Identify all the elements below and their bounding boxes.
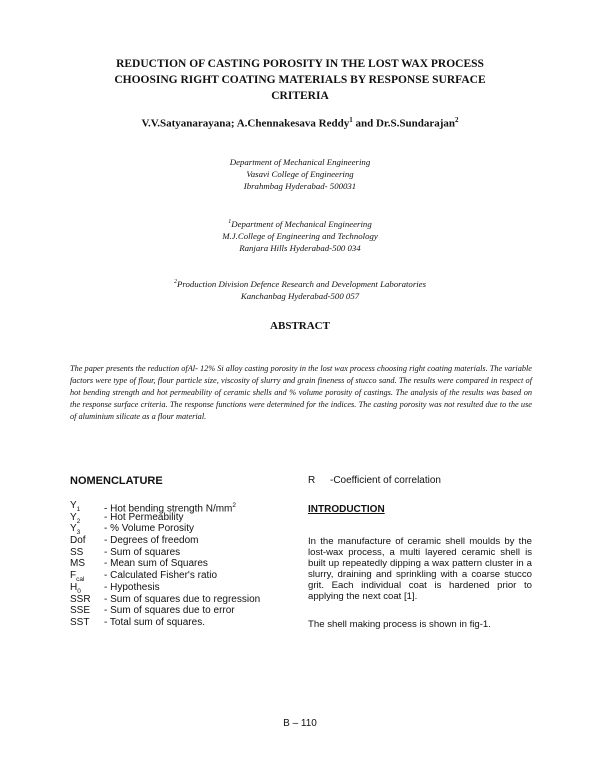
introduction-paragraph-2: The shell making process is shown in fig-1. [308, 619, 491, 630]
nomenclature-symbol: MS [70, 558, 85, 570]
abstract-body: The paper presents the reduction ofAl- 12% Si alloy casting porosity in the lost wax process choosing right coating materials. The variable factors were type of flour, flour particle size, viscosity of slurry and grain fineness of stucco sand. The results were compared in respect of hot bending strength and hot permeability of ceramic shells and % volume porosity of castings. The analysis of the results was based on the response surface criteria. The response functions were determined for the indices. The casting porosity was not resulted due to the use of aluminium silicate as a flour material. [70, 364, 532, 421]
nomenclature-definition: - Sum of squares due to regression [104, 593, 261, 605]
introduction-paragraph-1: In the manufacture of ceramic shell moulds by the lost-wax process, a multi layered ceramic shell is built up repeatedly dipping a wax pattern cluster in a slurry, draining and sprinkling with a coarse stucco grit. Each individual coat is hardened prior to applying the next coat [1]. [308, 536, 532, 602]
affiliation-marker: 1 [228, 219, 232, 225]
affiliation-line: Kanchanbag Hyderabad-500 057 [240, 290, 360, 301]
author-1-affil-marker: 1 [349, 116, 353, 124]
nomenclature-definition: - Hypothesis [104, 581, 160, 593]
title-line-3: CRITERIA [271, 90, 329, 102]
nomenclature-symbol: $F_{cal}$ [70, 570, 85, 584]
author-1: V.V.Satyanarayana; A.Chennakesava Reddy [141, 117, 350, 130]
nomenclature-symbol: R [308, 475, 316, 486]
affiliation-line: Department of Mechanical Engineering [229, 157, 371, 167]
title-line-1: REDUCTION OF CASTING POROSITY IN THE LOST WAX PROCESS [116, 58, 484, 70]
affiliation-line: Production Division Defence Research and Development Laboratories [176, 278, 427, 289]
affiliation-line: Department of Mechanical Engineering [231, 218, 372, 229]
nomenclature-symbol: SSR [70, 593, 91, 605]
nomenclature-symbol: $Y_2$ [70, 511, 81, 525]
nomenclature-definition: - Total sum of squares. [104, 616, 205, 628]
affiliation-line: Ibrahmbag Hyderabad- 500031 [243, 181, 357, 191]
paper-title [60, 56, 540, 104]
affiliation-line: Vasavi College of Engineering [246, 169, 354, 179]
introduction-heading: INTRODUCTION [308, 504, 385, 515]
nomenclature-symbol: SSE [70, 605, 91, 617]
nomenclature-definition: - Degrees of freedom [104, 535, 199, 547]
nomenclature-symbol: SS [70, 546, 84, 558]
affiliation-line: M.J.College of Engineering and Technology [222, 230, 378, 241]
nomenclature-definition: - Mean sum of Squares [104, 558, 208, 570]
affiliation-2 [100, 276, 500, 302]
nomenclature-heading: NOMENCLATURE [70, 475, 163, 487]
title-line-2: CHOOSING RIGHT COATING MATERIALS BY RESPONSE SURFACE [114, 74, 486, 86]
author-2: and Dr.S.Sundarajan [352, 117, 456, 130]
affiliation-0 [100, 156, 500, 192]
nomenclature-symbol: $H_0$ [70, 581, 81, 595]
nomenclature-definition: - Sum of squares due to error [104, 605, 235, 617]
nomenclature-symbol: Dof [70, 535, 86, 547]
nomenclature-definition: - Hot Permeability [104, 511, 184, 523]
nomenclature-definition: - % Volume Porosity [104, 523, 195, 535]
nomenclature-definition: -Coefficient of correlation [330, 475, 441, 486]
page-number: B – 110 [283, 718, 317, 729]
abstract-heading: ABSTRACT [270, 320, 330, 332]
nomenclature-definition: - Hot bending strength $N/mm^2$ [104, 502, 237, 515]
nomenclature-symbol: $Y_1$ [70, 500, 81, 513]
affiliation-marker: 2 [173, 279, 177, 285]
author-line [60, 116, 540, 130]
author-2-affil-marker: 2 [455, 116, 459, 124]
nomenclature-symbol: $Y_3$ [70, 523, 81, 537]
nomenclature-definition: - Calculated Fisher's ratio [104, 570, 218, 582]
nomenclature-definition: - Sum of squares [104, 546, 181, 558]
affiliation-1 [100, 216, 500, 254]
nomenclature-symbol: SST [70, 616, 90, 628]
affiliation-line: Ranjara Hills Hyderabad-500 034 [239, 242, 361, 253]
